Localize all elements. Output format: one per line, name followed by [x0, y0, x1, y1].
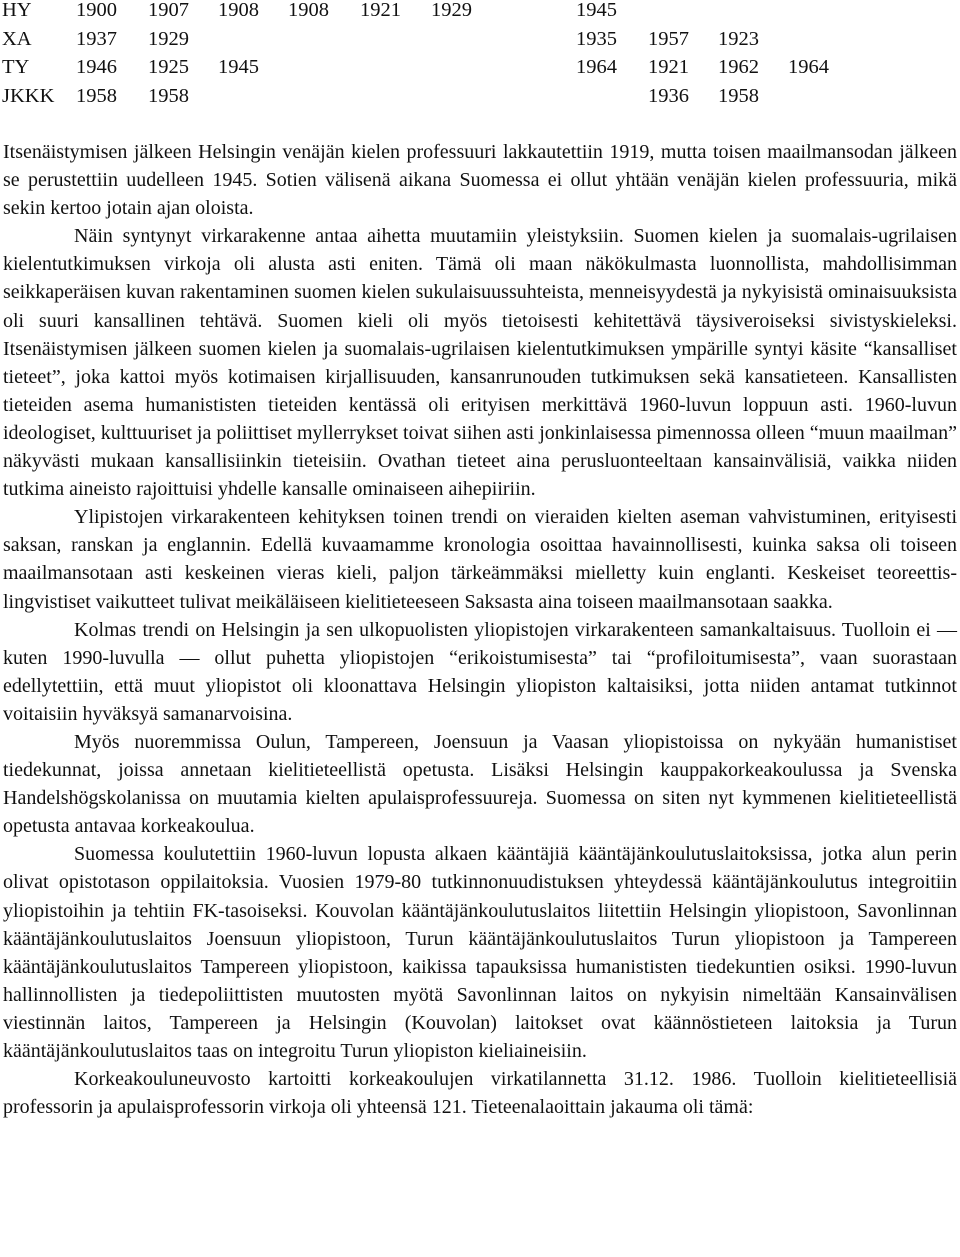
year-cell: 1923 [718, 27, 759, 50]
year-cell: 1908 [218, 0, 259, 21]
year-cell: 1946 [76, 56, 117, 78]
year-cell [648, 0, 718, 25]
year-cell: 1958 [148, 84, 189, 107]
year-cell: 1945 [218, 56, 259, 78]
paragraph: Kolmas trendi on Helsingin ja sen ulkopuolisten yliopistojen virkarakenteen samankaltaisuus. Tuolloin ei — kuten 1990-luvulla — ollut puhetta yliopistojen “erikoistumisesta” tai “profiloitumisesta”, vaan suorastaan edellytettiin, että muut yliopistot oli kloonattava Helsingin yliopiston kaltaisiksi, jotta niiden antamat tutkinnot voitaisiin hyväksyä samanarvoisina. [3, 618, 957, 725]
year-table [2, 0, 848, 110]
year-cell: 1964 [788, 56, 829, 78]
row-label: JKKK [2, 84, 55, 107]
year-cell [788, 82, 848, 111]
table-row [2, 0, 848, 25]
year-cell [218, 25, 288, 54]
year-cell [288, 82, 360, 111]
table-row [2, 53, 848, 82]
year-cell: 1921 [360, 0, 401, 21]
year-cell [576, 82, 648, 111]
paragraph: Itsenäistymisen jälkeen Helsingin venäjän kielen professuuri lakkautettiin 1919, mutta toisen maailmansodan jälkeen se perustettiin uudelleen 1945. Sotien välisenä aikana Suomessa ei ollut yhtään venäjän kielen professuuria, mikä sekin kertoo jotain ajan oloista. [3, 141, 957, 220]
paragraph: Suomessa koulutettiin 1960-luvun lopusta alkaen kääntäjiä kääntäjänkoulutuslaitoksissa, jotka alun perin olivat opistotason oppilaitoksia. Vuosien 1979-80 tutkinnonuudistuksen yhteydessä kääntäjänkoulutus integroitiin yliopistoihin ja tehtiin FK-tasoiseksi. Kouvolan kääntäjänkoulutuslaitos liitettiin Helsingin yliopistoon, Savonlinnan kääntäjänkoulutuslaitos Joensuun yliopistoon, Turun kääntäjänkoulutuslaitos Turun yliopistoon ja Tampereen kääntäjänkoulutuslaitos Tampereen yliopistoon, kaikissa tapauksissa humanististen tiedekuntien osiksi. 1990-luvun hallinnollisten ja tiedepoliittisten muutosten myötä Savonlinnan laitos on nykyisin nimeltään Kansainvälisen viestinnän laitos, Tampereen ja Helsingin (Kouvolan) laitokset ovat käännöstieteen laitoksia ja Turun kääntäjänkoulutuslaitos taas on integroitu Turun yliopiston kieliaineisiin. [3, 843, 957, 1062]
year-cell: 1925 [148, 56, 189, 78]
year-cell: 1929 [431, 0, 472, 21]
row-label: HY [2, 0, 32, 21]
year-cell: 1957 [648, 27, 689, 50]
paragraph: Myös nuoremmissa Oulun, Tampereen, Joensuun ja Vaasan yliopistoissa on nykyään humanistiset tiedekunnat, joissa annetaan kielitieteellistä opetusta. Lisäksi Helsingin kauppakorkeakoulussa ja Svenska Handelshögskolanissa on muutamia kielten apulaisprofessuureja. Suomessa on siten nyt kymmenen kielitieteellistä opetusta antavaa korkeakoulua. [3, 730, 957, 838]
year-cell: 1935 [576, 27, 617, 50]
year-cell: 1907 [148, 0, 189, 21]
year-cell: 1929 [148, 27, 189, 50]
table-row [2, 25, 848, 54]
year-cell [360, 82, 431, 111]
year-cell: 1958 [76, 84, 117, 107]
year-cell [360, 25, 431, 54]
year-cell [288, 53, 360, 82]
year-cell [431, 25, 576, 54]
row-label: XA [2, 27, 32, 50]
table-row [2, 82, 848, 111]
year-cell [360, 53, 431, 82]
year-cell [288, 25, 360, 54]
year-cell [788, 0, 848, 25]
year-cell [788, 25, 848, 54]
year-cell: 1937 [76, 27, 117, 50]
year-cell: 1936 [648, 84, 689, 107]
year-cell: 1900 [76, 0, 117, 21]
year-cell: 1962 [718, 56, 759, 78]
year-cell: 1958 [718, 84, 759, 107]
year-cell: 1945 [576, 0, 617, 21]
year-cell [218, 82, 288, 111]
year-cell [718, 0, 788, 25]
paragraph: Näin syntynyt virkarakenne antaa aihetta muutamiin yleistyksiin. Suomen kielen ja suomalais-ugrilaisen kielentutkimuksen virkoja oli alusta asti eniten. Tämä oli maan näkökulmasta luonnollista, mahdollisimman seikkaperäisen kuvan rakentaminen suomen kielen sukulaisuussuhteista, menneisyydestä ja nykyisistä ominaisuuksista oli suuri kansallinen tehtävä. Suomen kieli oli myös tietoisesti kehitettävä täysiveroiseksi sivistyskieleksi. Itsenäistymisen jälkeen suomen kielen ja suomalais-ugrilaisen kielentutkimuksen ympärille syntyi käsite “kansalliset tieteet”, joka kattoi myös kotimaisen kirjallisuuden, kansanrunouden tutkimuksen sekä kansatieteen. Kansallisten tieteiden asema humanististen tieteiden kentässä oli erityisen merkittävä 1960-luvun loppuun asti. 1960-luvun ideologiset, kulttuuriset ja poliittiset myllerrykset toivat siihen asti jonkinlaisessa pimennossa olleen “muun maailman” näkyvästi mukaan kansallisiinkin tieteisiin. Ovathan tieteet aina perusluonteeltaan kansainvälisiä, vaikka niiden tutkima aineisto rajoittuisi yhdelle kansalle ominaiseen aihepiiriin. [3, 225, 957, 501]
year-cell: 1964 [576, 56, 617, 78]
year-cell [431, 82, 576, 111]
paragraph: Ylipistojen virkarakenteen kehityksen toinen trendi on vieraiden kielten aseman vahvistuminen, erityisesti saksan, ranskan ja englannin. Edellä kuvaamamme kronologia osoittaa havainnollisesti, kuinka saksa oli toiseen maailmansotaan asti keskeinen vieras kieli, paljon tärkeämmäksi mielletty kuin englanti. Keskeiset teoreettis-lingvistiset vaikutteet tulivat meikäläiseen kielitieteeseen Saksasta aina toiseen maailmansotaan saakka. [3, 506, 957, 613]
year-cell [431, 53, 576, 82]
body-text [3, 138, 957, 1121]
paragraph: Korkeakouluneuvosto kartoitti korkeakoulujen virkatilannetta 31.12. 1986. Tuolloin kielitieteellisiä professorin ja apulaisprofessorin virkoja oli yhteensä 121. Tieteenalaoittain jakauma oli tämä: [3, 1068, 957, 1119]
year-cell: 1908 [288, 0, 329, 21]
row-label: TY [2, 56, 30, 78]
year-cell: 1921 [648, 56, 689, 78]
